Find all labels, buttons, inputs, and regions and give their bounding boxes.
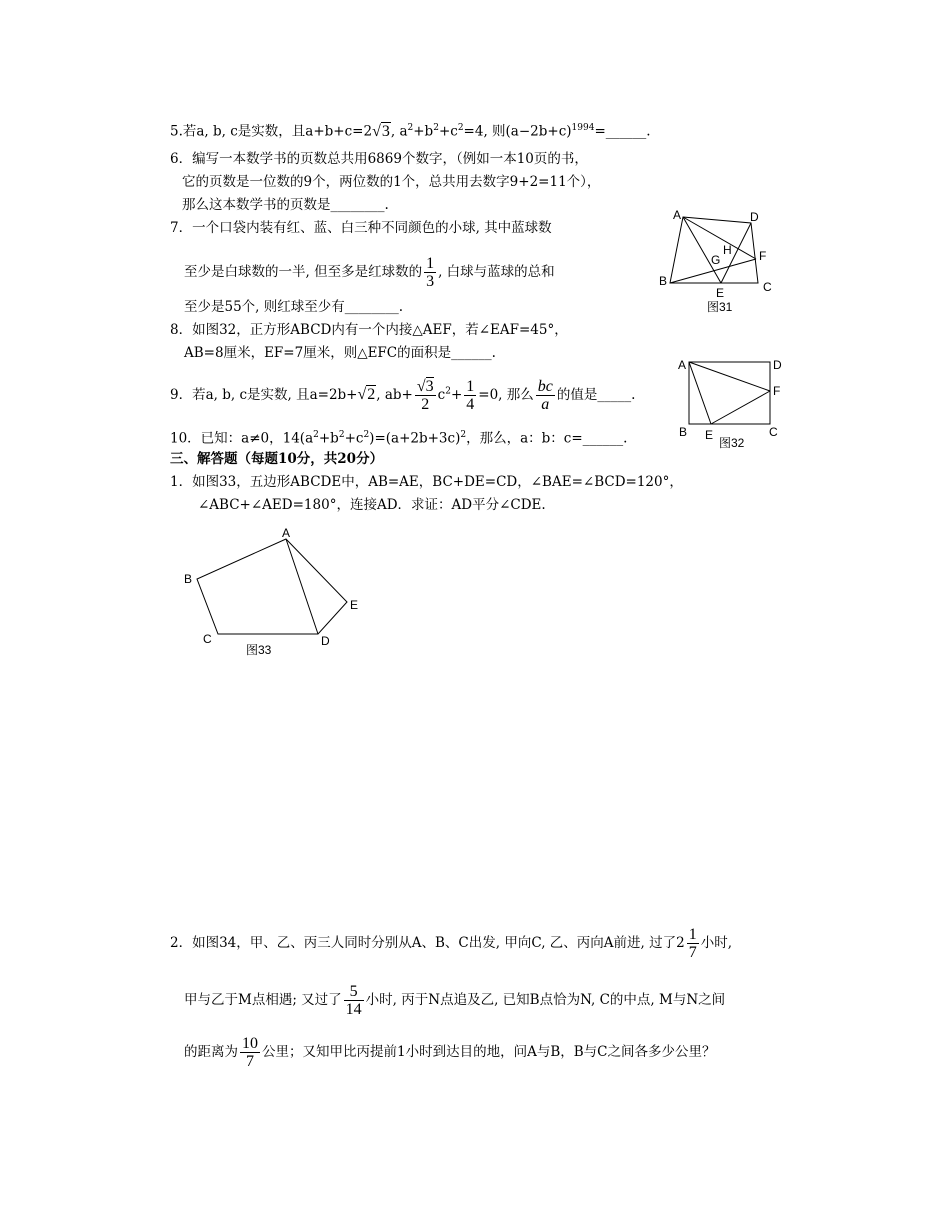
sqrt-2: √2 xyxy=(357,386,376,403)
fig31-label-g: G xyxy=(711,253,721,267)
fraction-1-4: $\frac{1}{4}$ xyxy=(466,378,475,413)
fig31-label-b: B xyxy=(659,274,668,288)
question-7-line-3: 至少是55个, 则红球至少有________. xyxy=(184,299,404,315)
question-9: 9．若a, b, c是实数, 且a=2b+√2, ab+ $\frac{√3}{2}$ $c^2+$ $\frac{1}{4}$ =0, 那么 $\frac{bc}{a}$ 的值是_____. xyxy=(170,378,636,413)
sqrt-3: √3 xyxy=(372,122,390,140)
fig32-label-f: F xyxy=(773,384,781,398)
fig32-label-c: C xyxy=(769,425,778,439)
fig31-line-AE xyxy=(683,217,721,283)
figure-32 xyxy=(675,356,790,454)
problem-1-line-1: 1．如图33，五边形ABCDE中，AB=AE，BC+DE=CD，∠BAE=∠BCD=120°， xyxy=(170,474,683,490)
question-6-line-2: 它的页数是一位数的9个，两位数的1个，总共用去数字9+2=11个）， xyxy=(182,174,601,190)
problem-1-line-2: ∠ABC+∠AED=180°，连接AD．求证：AD平分∠CDE. xyxy=(198,497,546,513)
figure-33 xyxy=(180,525,370,660)
question-6-line-1: 6．编写一本数学书的页数总共用6869个数字，（例如一本10页的书， xyxy=(170,151,588,167)
fig32-square xyxy=(689,362,770,424)
fig32-label-b: B xyxy=(679,425,688,439)
question-5: 5.若a, b, c是实数，且a+b+c=2√3, $a^2+b^2+c^2=4$, 则$(a-2b+c)^{1994}=\_\_\_\_\_\_$. xyxy=(170,122,651,140)
fig33-pentagon xyxy=(197,539,347,634)
section-heading: 三、解答题（每题10分，共20分） xyxy=(170,451,384,467)
fig31-caption: 图31 xyxy=(707,300,733,314)
fig33-label-a: A xyxy=(282,526,291,540)
fraction-1-7: $\frac{1}{7}$ xyxy=(688,926,697,961)
fraction-10-7: $\frac{10}{7}$ xyxy=(242,1035,258,1070)
fraction-sqrt3-2: $\frac{√3}{2}$ xyxy=(416,378,434,413)
question-7-line-1: 7．一个口袋内装有红、蓝、白三种不同颜色的小球, 其中蓝球数 xyxy=(170,220,552,236)
question-8-line-1: 8．如图32，正方形ABCD内有一个内接△AEF，若∠EAF=45°， xyxy=(170,322,568,338)
fig33-label-d: D xyxy=(321,634,330,648)
fraction-1-3: $\frac{1}{3}$ xyxy=(426,255,435,290)
question-7-line-2: 至少是白球数的一半, 但至多是红球数的 $\frac{1}{3}$ , 白球与蓝球的总和 xyxy=(184,255,555,290)
fig32-label-d: D xyxy=(773,358,782,372)
fraction-bc-a: $\frac{bc}{a}$ xyxy=(537,378,553,413)
fig31-label-f: F xyxy=(759,249,767,263)
fig32-label-a: A xyxy=(678,358,687,372)
fig33-line-AD xyxy=(286,539,318,634)
question-6-line-3: 那么这本数学书的页数是________. xyxy=(182,197,389,213)
problem-2-line-1: 2．如图34，甲、乙、丙三人同时分别从A、B、C出发, 甲向C, 乙、丙向A前进, 过了2 $\frac{1}{7}$ 小时, xyxy=(170,926,732,961)
fig31-label-e: E xyxy=(716,286,725,300)
figure-31 xyxy=(655,205,785,317)
fig31-quadrilateral xyxy=(670,217,758,283)
question-10: 10．已知：a≠0，$14(a^2+b^2+c^2)=(a+2b+3c)^2$，那么，a：b：c=______. xyxy=(170,430,628,447)
fig31-label-c: C xyxy=(763,280,772,294)
fig32-line-AE xyxy=(689,362,711,424)
fig33-label-b: B xyxy=(184,572,193,586)
problem-2-line-2: 甲与乙于M点相遇; 又过了 $\frac{5}{14}$ 小时, 丙于N点追及乙, 已知B点恰为N, C的中点, M与N之间 xyxy=(184,983,726,1018)
fig32-line-AF xyxy=(689,362,770,391)
problem-2-line-3: 的距离为 $\frac{10}{7}$ 公里；又知甲比丙提前1小时到达目的地，问A与B，B与C之间各多少公里？ xyxy=(184,1035,716,1070)
fig32-line-EF xyxy=(711,391,770,424)
fig32-label-e: E xyxy=(705,428,714,442)
fig33-label-e: E xyxy=(350,598,359,612)
fig31-label-a: A xyxy=(673,208,682,222)
fig33-caption: 图33 xyxy=(246,643,272,657)
fig31-label-h: H xyxy=(723,243,732,257)
fig31-label-d: D xyxy=(750,210,759,224)
fig33-label-c: C xyxy=(203,632,212,646)
question-8-line-2: AB=8厘米，EF=7厘米，则△EFC的面积是______. xyxy=(184,345,496,361)
fig32-caption: 图32 xyxy=(719,436,745,450)
fraction-5-14: $\frac{5}{14}$ xyxy=(345,983,362,1018)
